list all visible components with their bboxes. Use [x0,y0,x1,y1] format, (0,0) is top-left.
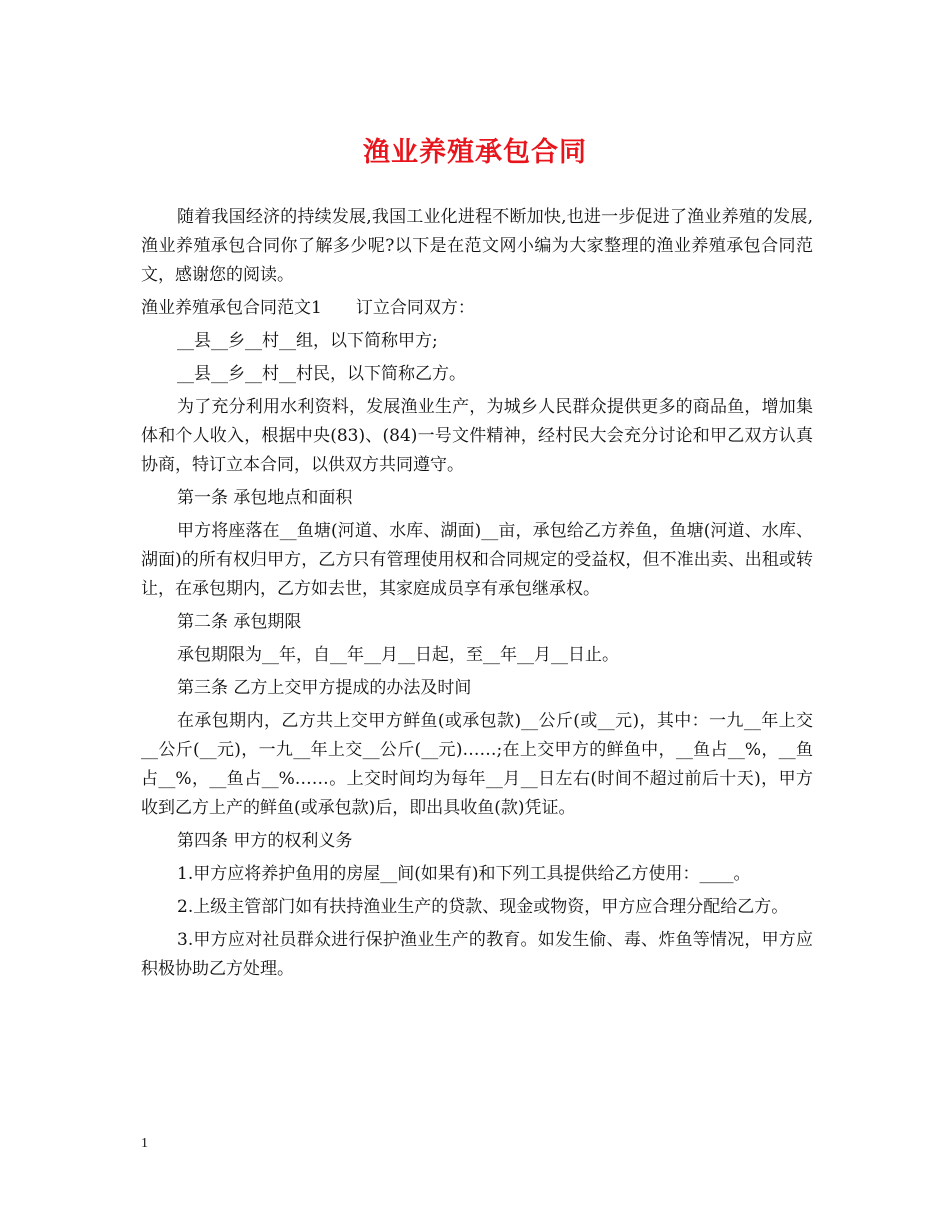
article-4-item-2: 2.上级主管部门如有扶持渔业生产的贷款、现金或物资，甲方应合理分配给乙方。 [177,897,789,917]
article-2-text: 承包期限为__年，自__年__月__日起，至__年__月__日止。 [177,645,619,665]
intro-paragraph: 随着我国经济的持续发展,我国工业化进程不断加快,也进一步促进了渔业养殖的发展,渔业养殖承包合同你了解多少呢?以下是在范文网小编为大家整理的渔业养殖承包合同范文，感谢您的阅读。 [141,207,813,285]
article-3-heading: 第三条 乙方上交甲方提成的办法及时间 [177,678,472,698]
article-2-heading: 第二条 承包期限 [177,612,302,632]
document-title: 渔业养殖承包合同 [363,137,587,168]
contract-heading: 渔业养殖承包合同范文1 订立合同双方： [141,298,475,318]
article-3-text: 在承包期内，乙方共上交甲方鲜鱼(或承包款)__公斤(或__元)，其中：一九__年上交__公斤(__元)，一九__年上交__公斤(__元)……;在上交甲方的鲜鱼中，__鱼占__%，__鱼占__%，__鱼占__%……。上交时间均为每年__月__日左右(时间不超过前后十天)，甲方收到乙方上产的鲜鱼(或承包款)后，即出具收鱼(款)凭证。 [141,711,813,818]
article-1-text: 甲方将座落在__鱼塘(河道、水库、湖面)__亩，承包给乙方养鱼，鱼塘(河道、水库、湖面)的所有权归甲方，乙方只有管理使用权和合同规定的受益权，但不准出卖、出租或转让，在承包期内，乙方如去世，其家庭成员享有承包继承权。 [141,521,813,599]
article-4-item-1: 1.甲方应将养护鱼用的房屋__间(如果有)和下列工具提供给乙方使用：____。 [177,864,751,884]
party-a-line: __县__乡__村__组，以下简称甲方; [177,331,438,351]
purpose-paragraph: 为了充分利用水利资料，发展渔业生产，为城乡人民群众提供更多的商品鱼，增加集体和个人收入，根据中央(83)、(84)一号文件精神，经村民大会充分讨论和甲乙双方认真协商，特订立本合同，以供双方共同遵守。 [141,397,813,475]
page-number: 1 [141,1136,148,1151]
article-4-item-3: 3.甲方应对社员群众进行保护渔业生产的教育。如发生偷、毒、炸鱼等情况，甲方应积极协助乙方处理。 [141,930,813,979]
article-4-heading: 第四条 甲方的权利义务 [177,831,353,851]
document-body [141,203,813,988]
party-b-line: __县__乡__村__村民，以下简称乙方。 [177,364,466,384]
article-1-heading: 第一条 承包地点和面积 [177,488,353,508]
